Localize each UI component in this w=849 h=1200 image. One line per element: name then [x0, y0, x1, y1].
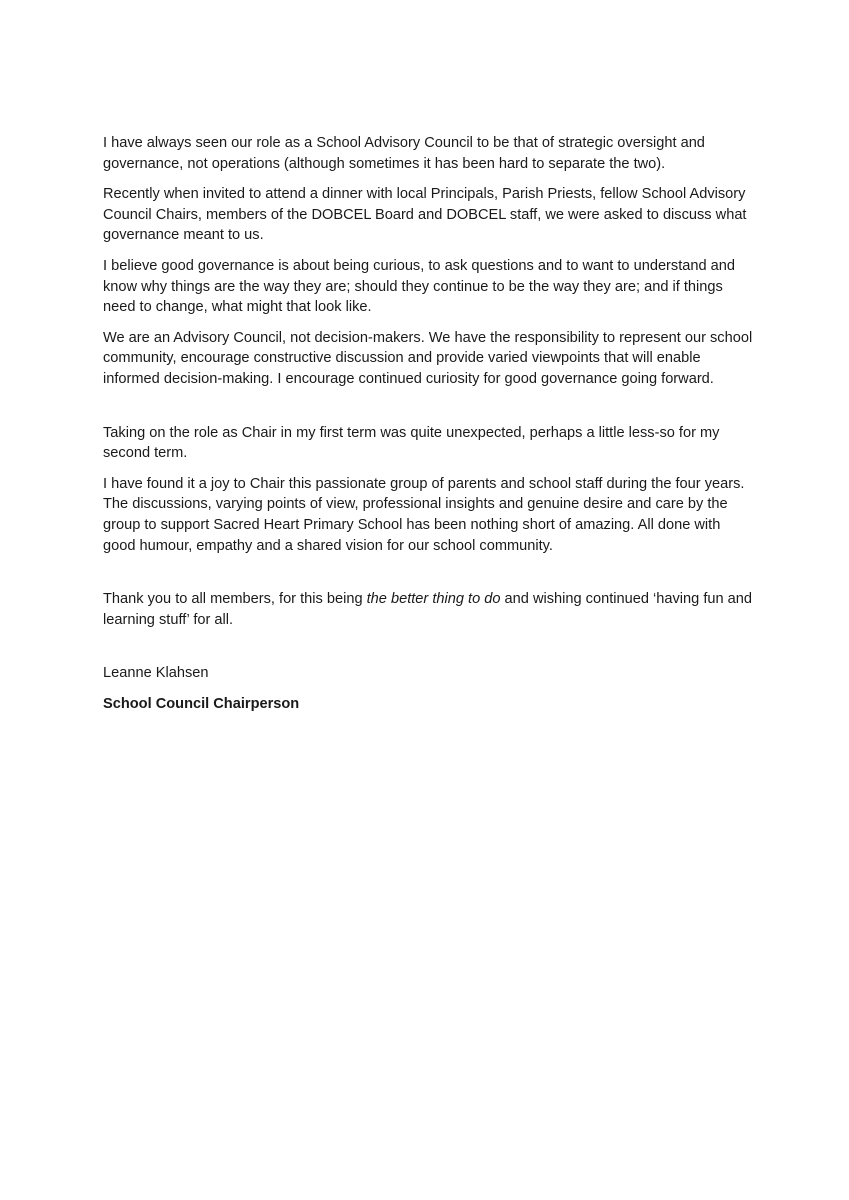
paragraph-thanks — [103, 589, 753, 630]
paragraph-role: I have always seen our role as a School Advisory Council to be that of strategic oversight and governance, not operations (although sometimes it has been hard to separate the two). — [103, 135, 705, 172]
thanks-italic: the better thing to do — [366, 591, 501, 608]
thanks-before: Thank you to all members, for this being — [103, 591, 367, 608]
thanks-after: and wishing continued ‘having fun and learning stuff’ for all. — [103, 591, 753, 628]
signature-title: School Council Chairperson — [103, 695, 300, 712]
paragraph-advisory: We are an Advisory Council, not decision-makers. We have the responsibility to represent our school community, encourage constructive discussion and provide varied viewpoints that will enable informed decision-making. I encourage continued curiosity for good governance going forward. — [103, 329, 753, 387]
paragraph-governance: I believe good governance is about being curious, to ask questions and to want to understand and know why things are the way they are; should they continue to be the way they are; and if things need to change, what might that look like. — [103, 257, 736, 316]
paragraph-chair-role: Taking on the role as Chair in my first term was quite unexpected, perhaps a little less-so for my second term. — [103, 424, 720, 462]
letter-body — [103, 133, 753, 714]
paragraph-dinner: Recently when invited to attend a dinner with local Principals, Parish Priests, fellow School Advisory Council Chairs, members of the DOBCEL Board and DOBCEL staff, we were asked to discuss what governance meant to us. — [103, 186, 747, 244]
paragraph-joy: I have found it a joy to Chair this passionate group of parents and school staff during the four years. The discussions, varying points of view, professional insights and genuine desire and care by the group to support Sacred Heart Primary School has been nothing short of amazing. All done with good humour, empathy and a shared vision for our school community. — [103, 475, 745, 554]
signature-name: Leanne Klahsen — [103, 665, 209, 682]
